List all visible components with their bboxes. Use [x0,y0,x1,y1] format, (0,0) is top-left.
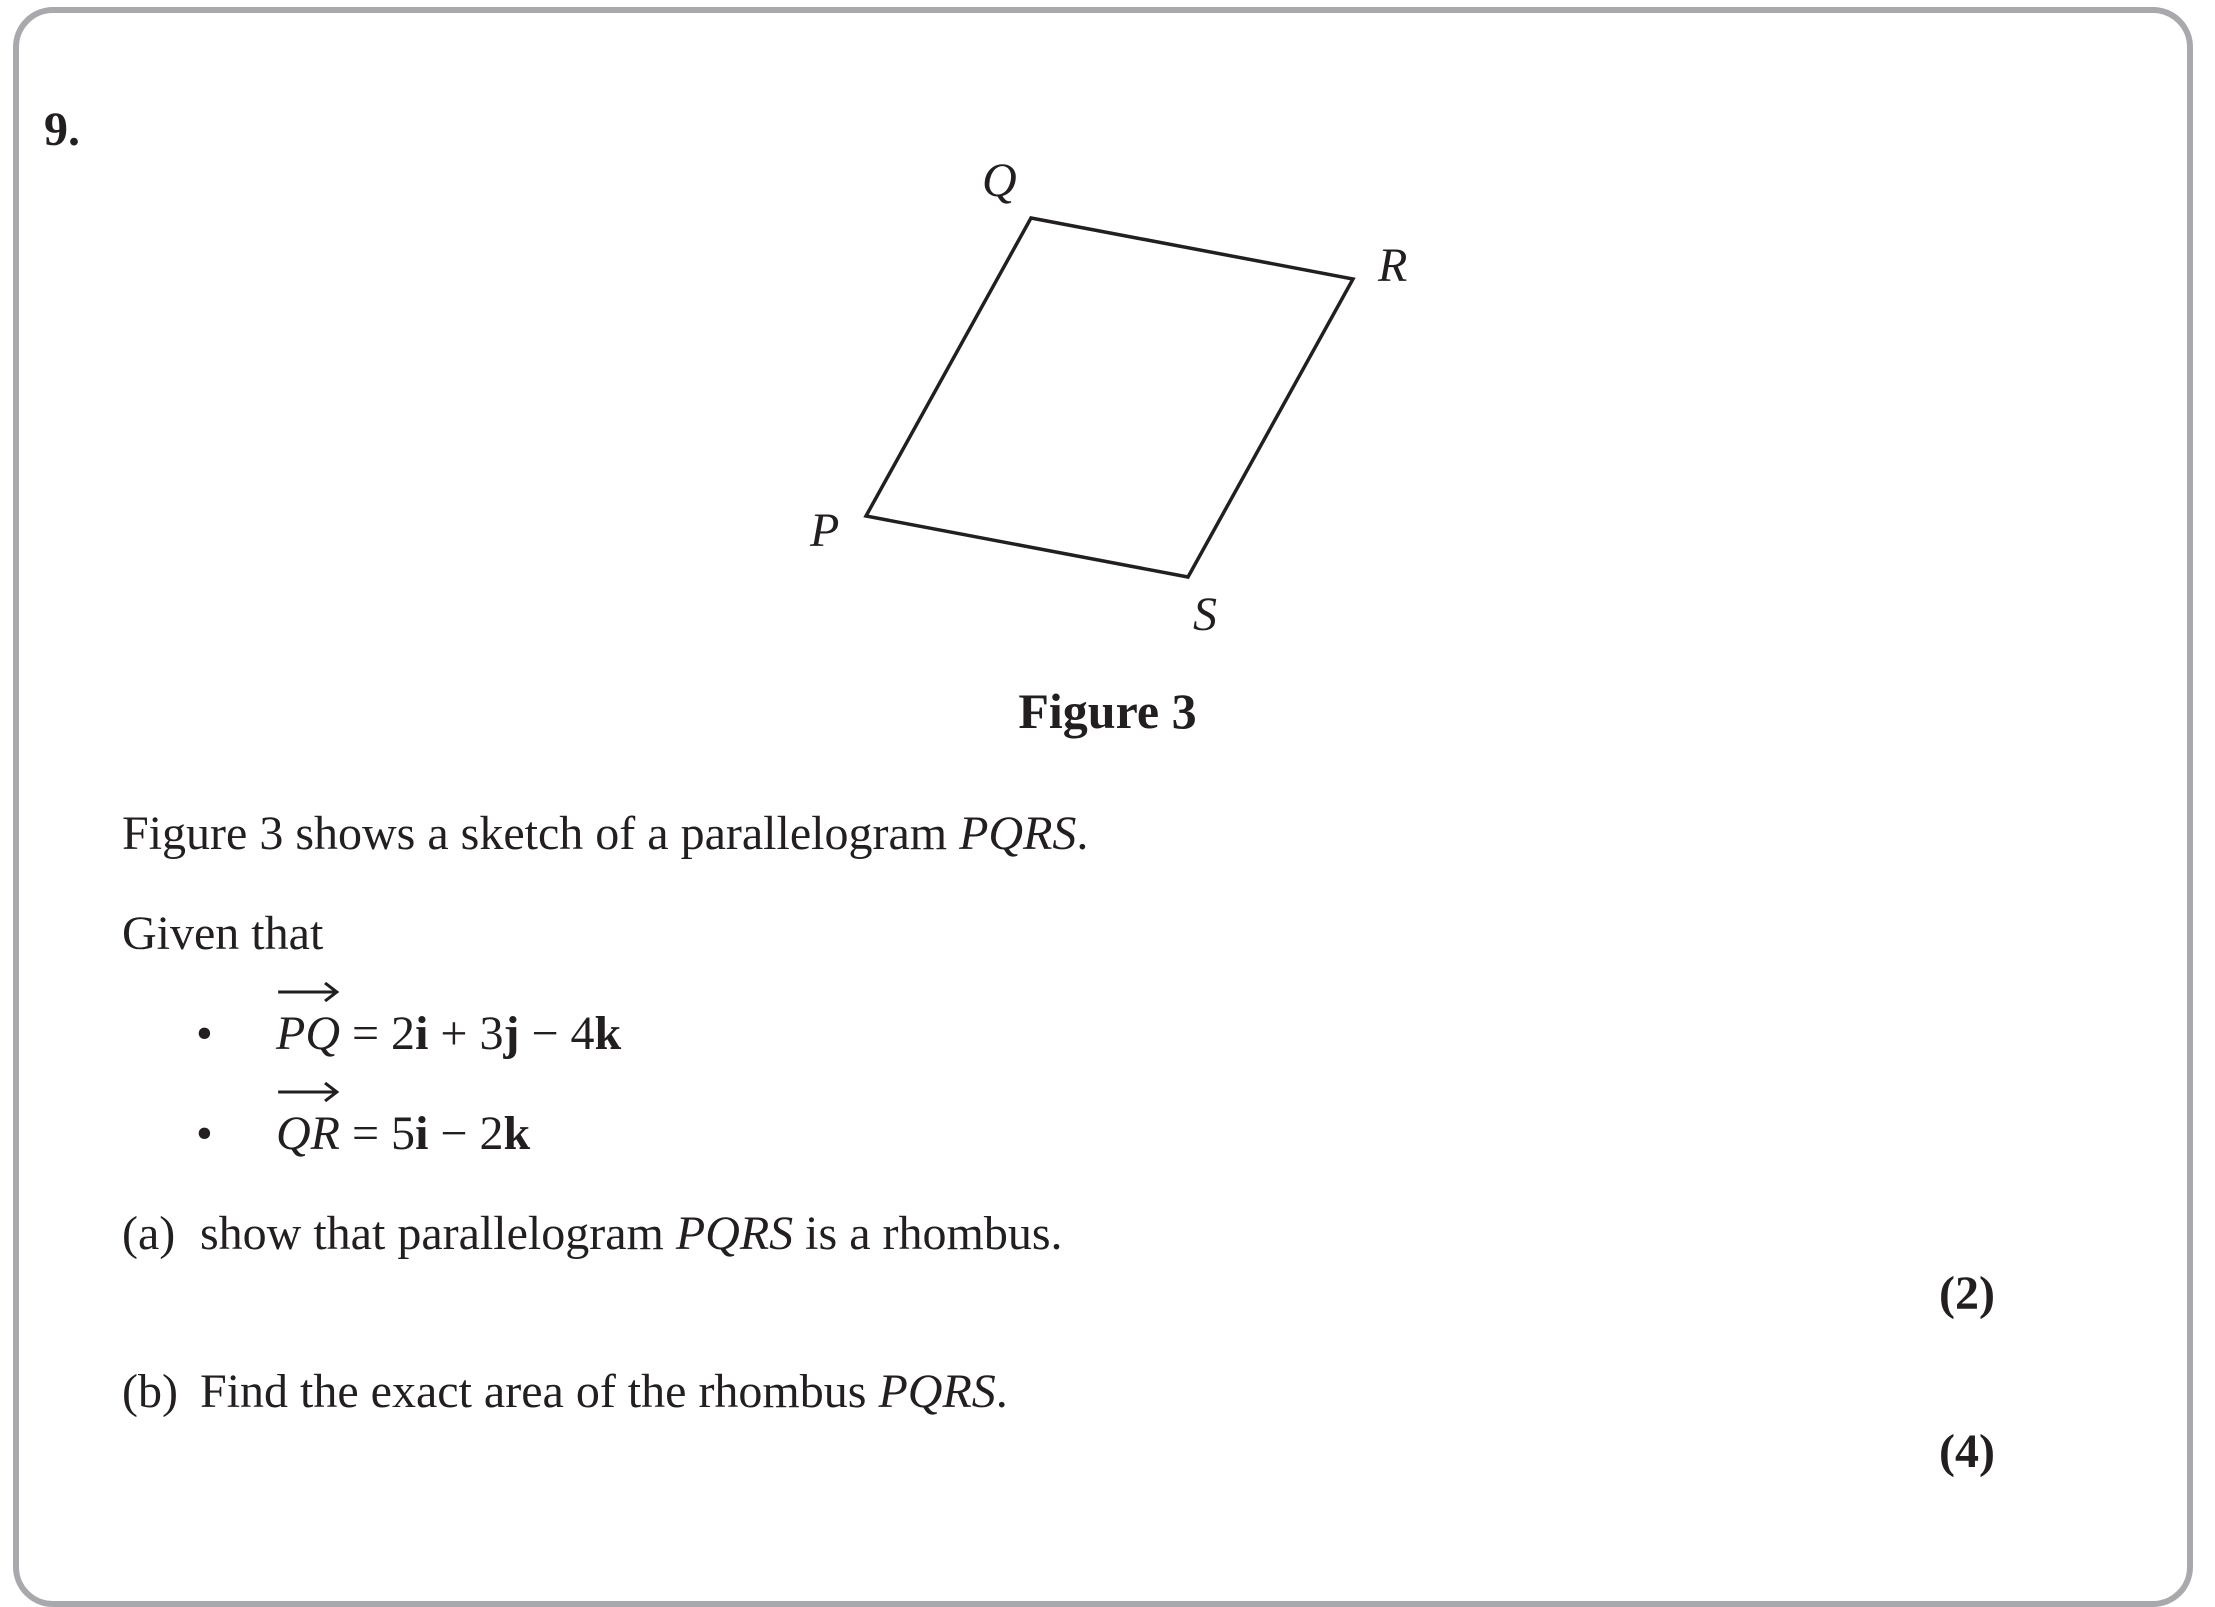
vertex-label-r: R [1378,239,1408,292]
part-b-label: (b) [122,1365,178,1418]
unit-vector-i: i [415,1107,429,1160]
part-a-shape: PQRS [675,1207,794,1260]
part-b-shape: PQRS [878,1365,996,1418]
part-b-marks: (4) [1939,1425,1995,1478]
part-a-end: is a rhombus. [793,1207,1063,1260]
bullet-qr [196,1107,531,1160]
vector-arrow-icon [276,1080,340,1104]
figure-caption: Figure 3 [1018,683,1197,739]
vertex-label-p: P [810,504,840,557]
eq-part: = 2 [339,1007,416,1060]
intro-end: . [1076,807,1089,860]
eq-part: − 4 [519,1007,595,1060]
unit-vector-j: j [503,1007,520,1060]
vector-qr-equation [340,1107,530,1160]
vector-pq-equation [340,1007,621,1060]
bullet-dot: • [196,1107,213,1160]
eq-part: − 2 [428,1107,504,1160]
intro-shape: PQRS [959,807,1077,860]
eq-part: = 5 [339,1107,416,1160]
vertex-label-q: Q [982,154,1017,207]
part-b-text: Find the exact area of the rhombus [200,1365,879,1418]
vector-pq [276,1007,340,1060]
part-b [122,1365,1008,1418]
unit-vector-k: k [594,1007,622,1060]
vertex-label-s: S [1193,588,1217,641]
question-number: 9. [44,103,80,156]
parallelogram-figure [0,0,2215,700]
vector-qr [276,1107,340,1160]
bullet-pq [196,1007,622,1060]
intro-sentence [122,807,1089,860]
unit-vector-k: k [503,1107,531,1160]
part-a-label: (a) [122,1207,176,1260]
given-that: Given that [122,907,324,960]
eq-part: + 3 [428,1007,504,1060]
part-a-marks: (2) [1939,1267,1995,1320]
part-a [122,1207,1063,1260]
part-b-end: . [995,1365,1008,1418]
intro-text: Figure 3 shows a sketch of a parallelogram [122,807,960,860]
vector-pq-label: PQ [276,1007,340,1060]
parallelogram-pqrs [866,218,1353,577]
vector-arrow-icon [276,980,340,1004]
unit-vector-i: i [415,1007,429,1060]
bullet-dot: • [196,1007,213,1060]
vector-qr-label: QR [276,1107,340,1160]
part-a-text: show that parallelogram [200,1207,676,1260]
